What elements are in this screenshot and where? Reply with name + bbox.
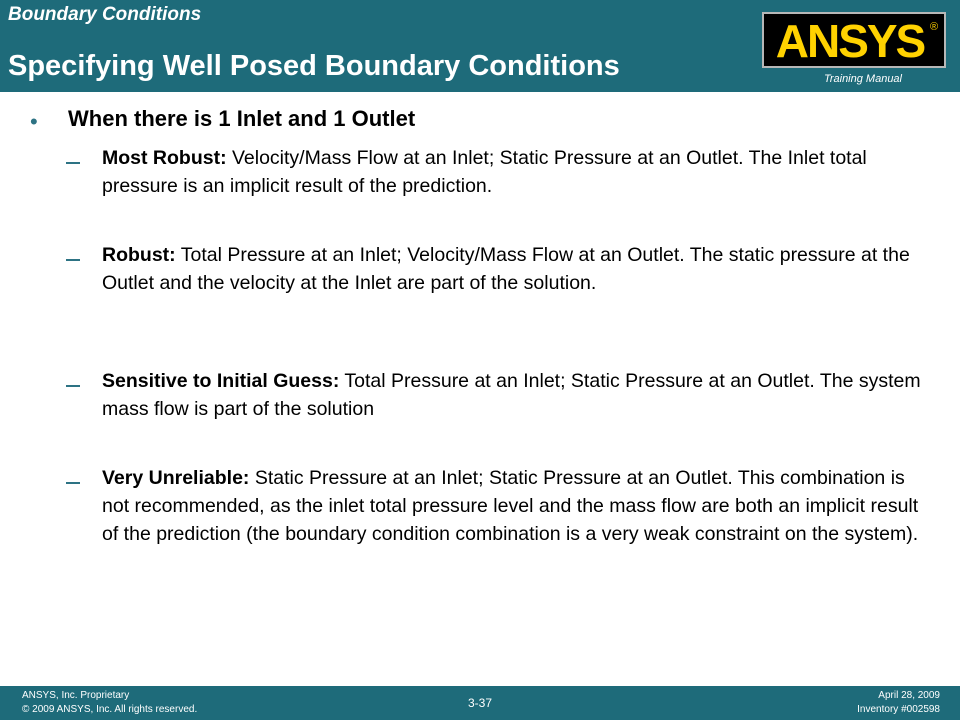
ansys-logo-graphic [766,16,942,64]
footer-right [857,689,940,717]
dash-icon [66,259,80,261]
sub-bullet-text: Static Pressure at an Inlet; Static Pressure at an Outlet. This combination is not recommended, as the inlet total pressure level and the mass flow are both an implicit result of the prediction (the boundary condition combination is a very weak constraint on the system). [102,467,919,545]
footer-bar [0,686,960,720]
sub-bullet-label: Robust: [102,244,176,266]
page-number: 3-37 [467,696,493,710]
sub-bullet-label: Sensitive to Initial Guess: [102,370,340,392]
dash-icon [66,385,80,387]
slide-title: Specifying Well Posed Boundary Conditions [8,50,620,82]
bullet-dot-icon: • [30,109,38,134]
footer-copyright: © 2009 ANSYS, Inc. All rights reserved. [22,704,198,715]
footer-date: April 28, 2009 [878,690,940,701]
sub-bullet-text: Total Pressure at an Inlet; Static Pressure at an Outlet. The system mass flow is part of the solution [102,370,921,420]
training-manual-label: Training Manual [823,73,902,85]
sub-bullet-sensitive [102,367,922,423]
dash-icon [66,482,80,484]
header-bar [0,0,960,92]
section-title: Boundary Conditions [8,4,202,25]
logo-text: ANSYS [775,16,925,64]
footer-proprietary: ANSYS, Inc. Proprietary [22,690,130,701]
sub-bullet-label: Very Unreliable: [102,467,250,489]
sub-bullet-label: Most Robust: [102,147,227,169]
sub-bullet-text: Velocity/Mass Flow at an Inlet; Static Pressure at an Outlet. The Inlet total pressure is an implicit result of the prediction. [102,147,867,197]
ansys-logo [762,12,946,68]
footer-inventory: Inventory #002598 [857,704,940,715]
sub-bullet-text: Total Pressure at an Inlet; Velocity/Mass Flow at an Outlet. The static pressure at the Outlet and the velocity at the Inlet are part of the solution. [102,244,910,294]
dash-icon [66,162,80,164]
sub-bullet-robust [102,241,922,297]
sub-bullet-most-robust [102,144,922,200]
main-bullet: When there is 1 Inlet and 1 Outlet [68,106,416,131]
logo-trademark: ® [929,21,939,33]
sub-bullet-very-unreliable [102,464,922,548]
